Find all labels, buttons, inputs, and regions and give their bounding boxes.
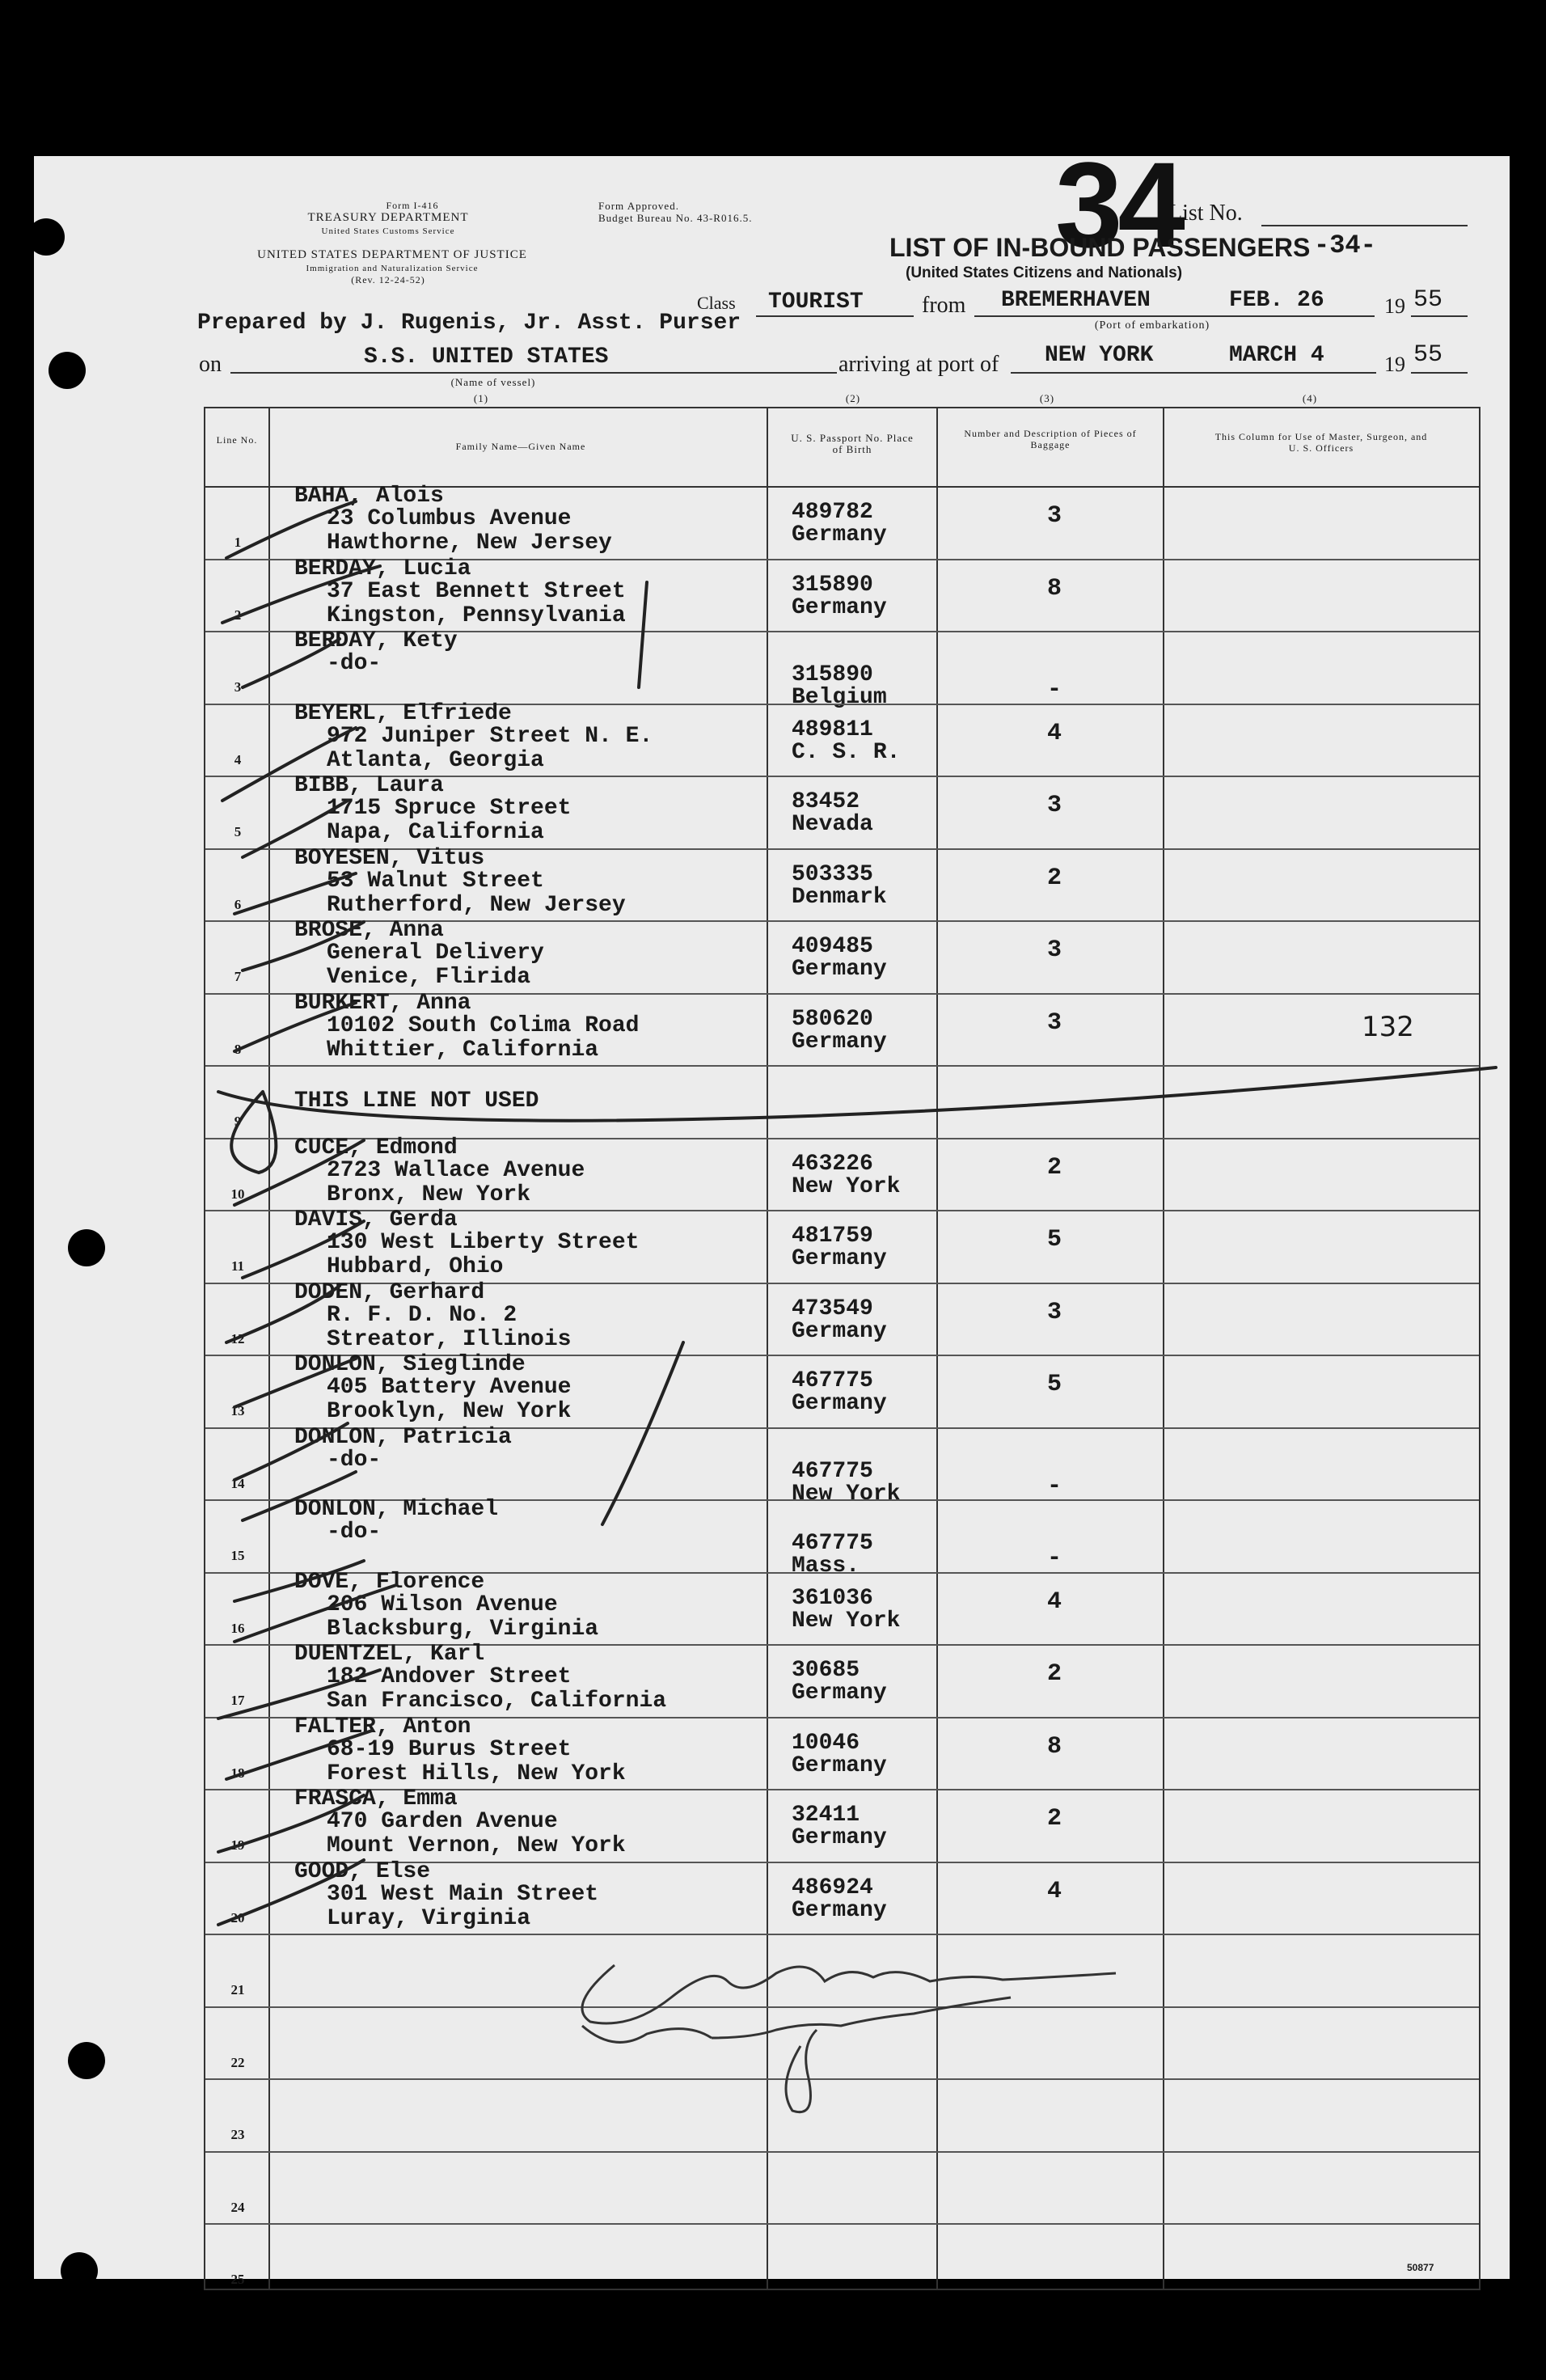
address-line-1: -do- xyxy=(327,651,382,676)
passenger-name: BERDAY, Lucia xyxy=(294,556,471,581)
baggage-count: 2 xyxy=(1046,1805,1062,1833)
line-number: 24 xyxy=(230,2199,245,2215)
place-of-birth: New York xyxy=(792,1608,901,1634)
line-number: 14 xyxy=(230,1475,245,1491)
place-of-birth: Mass. xyxy=(792,1554,860,1579)
baggage-count: 2 xyxy=(1046,1153,1062,1182)
line-number: 16 xyxy=(230,1620,245,1636)
row-divider xyxy=(205,2223,1479,2225)
address-line-2: Blacksburg, Virginia xyxy=(327,1616,599,1642)
address-line-2: San Francisco, California xyxy=(327,1689,667,1714)
class-value: TOURIST xyxy=(768,290,864,315)
passenger-name: DUENTZEL, Karl xyxy=(294,1642,485,1667)
vessel-name: S.S. UNITED STATES xyxy=(364,345,609,370)
passport-number: 481759 xyxy=(792,1224,873,1249)
embark-port: BREMERHAVEN xyxy=(1001,288,1151,313)
passenger-table xyxy=(204,407,1481,2290)
passenger-name: BOYESEN, Vitus xyxy=(294,845,485,871)
baggage-count: 8 xyxy=(1046,1732,1062,1761)
place-of-birth: Germany xyxy=(792,1318,887,1344)
baggage-count: - xyxy=(1046,676,1062,704)
class-label: Class xyxy=(697,293,736,313)
line-number: 20 xyxy=(230,1909,245,1926)
arrival-year-prefix: 19 xyxy=(1384,353,1405,376)
passport-number: 489782 xyxy=(792,500,873,525)
passenger-name: GOOD, Else xyxy=(294,1858,431,1884)
line-number: 2 xyxy=(234,607,242,623)
line-number: 11 xyxy=(230,1258,245,1274)
line-number: 7 xyxy=(234,969,242,984)
place-of-birth: Germany xyxy=(792,594,887,620)
passenger-name: DODEN, Gerhard xyxy=(294,1279,485,1305)
address-line-2: Luray, Virginia xyxy=(327,1905,531,1931)
col-header-officers: This Column for Use of Master, Surgeon, and U. S. Officers xyxy=(1214,431,1428,454)
passport-number: 315890 xyxy=(792,572,873,598)
place-of-birth: Germany xyxy=(792,522,887,547)
baggage-count: 3 xyxy=(1046,1008,1062,1037)
address-line-1: 182 Andover Street xyxy=(327,1664,572,1689)
address-line-1: 68-19 Burus Street xyxy=(327,1736,572,1762)
passenger-name: FALTER, Anton xyxy=(294,1714,471,1740)
baggage-count: 3 xyxy=(1046,502,1062,530)
passport-number: 30685 xyxy=(792,1658,860,1683)
address-line-1: 1715 Spruce Street xyxy=(327,796,572,821)
baggage-count: 4 xyxy=(1046,719,1062,747)
passport-number: 489811 xyxy=(792,717,873,742)
address-line-1: 130 West Liberty Street xyxy=(327,1230,640,1255)
punch-hole xyxy=(68,1229,105,1266)
punch-hole xyxy=(61,2252,98,2289)
line-number: 13 xyxy=(230,1403,245,1418)
address-line-1: General Delivery xyxy=(327,941,544,966)
line-number: 17 xyxy=(230,1693,245,1708)
place-of-birth: Germany xyxy=(792,1752,887,1778)
baggage-count: 5 xyxy=(1046,1226,1062,1253)
address-line-2: Hubbard, Ohio xyxy=(327,1254,504,1279)
baggage-count: - xyxy=(1046,1472,1062,1500)
baggage-count: 2 xyxy=(1046,864,1062,892)
port-embark-caption: (Port of embarkation) xyxy=(1094,319,1210,332)
baggage-count: 2 xyxy=(1046,1660,1062,1688)
passenger-name: CUCE, Edmond xyxy=(294,1135,458,1160)
treasury-dept: TREASURY DEPARTMENT xyxy=(307,211,469,224)
officer-note: 132 xyxy=(1362,1010,1414,1043)
list-title-number: -34- xyxy=(1314,230,1376,260)
address-line-2: Mount Vernon, New York xyxy=(327,1833,626,1858)
vessel-caption: (Name of vessel) xyxy=(450,376,536,388)
punch-hole xyxy=(68,2042,105,2079)
line-number: 6 xyxy=(234,896,242,912)
arriving-label: arriving at port of xyxy=(838,352,999,377)
form-number: Form I-416 xyxy=(386,200,439,211)
address-line-1: 53 Walnut Street xyxy=(327,868,544,894)
address-line-1: 23 Columbus Avenue xyxy=(327,506,572,531)
form-approved: Form Approved. xyxy=(598,200,679,212)
baggage-count: 3 xyxy=(1046,936,1062,964)
address-line-2: Whittier, California xyxy=(327,1037,599,1063)
row-divider xyxy=(205,2078,1479,2080)
place-of-birth: C. S. R. xyxy=(792,739,901,765)
line-number: 15 xyxy=(230,1548,245,1563)
prepared-by: Prepared by J. Rugenis, Jr. Asst. Purser xyxy=(197,311,741,336)
address-line-1: 301 West Main Street xyxy=(327,1881,599,1907)
row-divider xyxy=(205,1934,1479,1935)
address-line-2: Napa, California xyxy=(327,820,544,845)
address-line-2: Bronx, New York xyxy=(327,1182,531,1207)
passenger-name: DONLON, Patricia xyxy=(294,1424,512,1450)
passenger-name: BAHA, Alois xyxy=(294,484,444,509)
passenger-name: BIBB, Laura xyxy=(294,773,444,798)
list-no-label: List No. xyxy=(1168,201,1243,226)
address-line-1: -do- xyxy=(327,1520,382,1545)
passport-number: 473549 xyxy=(792,1296,873,1321)
address-line-1: 2723 Wallace Avenue xyxy=(327,1157,585,1183)
passport-number: 361036 xyxy=(792,1585,873,1611)
line-number: 8 xyxy=(234,1041,242,1057)
from-label: from xyxy=(922,293,966,318)
budget-bureau: Budget Bureau No. 43-R016.5. xyxy=(598,212,753,224)
address-line-1: 37 East Bennett Street xyxy=(327,578,626,604)
line-number: 23 xyxy=(230,2127,245,2142)
line-number: 18 xyxy=(230,1765,245,1781)
place-of-birth: Germany xyxy=(792,1680,887,1706)
passport-number: 486924 xyxy=(792,1875,873,1900)
line-number: 21 xyxy=(230,1982,245,1997)
col-index-4: (4) xyxy=(1302,392,1318,404)
line-number: 3 xyxy=(234,679,242,695)
arrival-year: 55 xyxy=(1413,341,1443,369)
list-subtitle: (United States Citizens and Nationals) xyxy=(906,264,1183,281)
address-line-1: 405 Battery Avenue xyxy=(327,1375,572,1400)
line-number: 5 xyxy=(234,824,242,839)
form-code: 50877 xyxy=(1407,2262,1434,2273)
passenger-name: BERDAY, Kety xyxy=(294,628,458,653)
passport-number: 463226 xyxy=(792,1151,873,1177)
address-line-1: 206 Wilson Avenue xyxy=(327,1592,558,1617)
place-of-birth: Germany xyxy=(792,1391,887,1416)
baggage-count: 5 xyxy=(1046,1371,1062,1398)
customs-service: United States Customs Service xyxy=(321,226,455,236)
address-line-2: Rutherford, New Jersey xyxy=(327,892,626,918)
address-line-1: 470 Garden Avenue xyxy=(327,1809,558,1834)
line-number: 25 xyxy=(230,2272,245,2287)
baggage-count: 8 xyxy=(1046,574,1062,602)
passport-number: 32411 xyxy=(792,1803,860,1828)
line-number: 22 xyxy=(230,2054,245,2070)
col-header-line: Line No. xyxy=(216,434,258,446)
embark-date: FEB. 26 xyxy=(1229,288,1324,313)
place-of-birth: Nevada xyxy=(792,812,873,837)
passenger-name: DAVIS, Gerda xyxy=(294,1207,458,1232)
address-line-2: Brooklyn, New York xyxy=(327,1399,572,1424)
col-index-1: (1) xyxy=(473,392,489,404)
baggage-count: 3 xyxy=(1046,792,1062,819)
address-line-2: Hawthorne, New Jersey xyxy=(327,531,612,556)
col-index-3: (3) xyxy=(1039,392,1055,404)
place-of-birth: New York xyxy=(792,1173,901,1199)
line-number: 1 xyxy=(234,535,242,550)
passenger-name: BEYERL, Elfriede xyxy=(294,700,512,726)
stamp-number: 34 xyxy=(1055,137,1181,273)
baggage-count: - xyxy=(1046,1545,1062,1572)
place-of-birth: Germany xyxy=(792,1825,887,1850)
line-number: 12 xyxy=(230,1330,245,1346)
passport-number: 467775 xyxy=(792,1458,873,1484)
justice-dept: UNITED STATES DEPARTMENT OF JUSTICE xyxy=(257,248,527,261)
passenger-name: BURKERT, Anna xyxy=(294,990,471,1016)
line-number: 9 xyxy=(234,1114,242,1129)
col-index-2: (2) xyxy=(845,392,861,404)
list-title: LIST OF IN-BOUND PASSENGERS xyxy=(889,233,1311,262)
passport-number: 467775 xyxy=(792,1368,873,1393)
passport-number: 10046 xyxy=(792,1730,860,1756)
passenger-name: DONLON, Michael xyxy=(294,1497,499,1522)
passenger-name: BROSE, Anna xyxy=(294,918,444,943)
passport-number: 315890 xyxy=(792,662,873,687)
address-line-2: Forest Hills, New York xyxy=(327,1761,626,1786)
place-of-birth: Germany xyxy=(792,1897,887,1923)
place-of-birth: Germany xyxy=(792,1246,887,1271)
passenger-name: DONLON, Sieglinde xyxy=(294,1352,526,1377)
address-line-2: Venice, Flirida xyxy=(327,965,531,990)
place-of-birth: Belgium xyxy=(792,685,887,710)
place-of-birth: New York xyxy=(792,1481,901,1507)
on-label: on xyxy=(199,352,222,377)
address-line-1: R. F. D. No. 2 xyxy=(327,1302,517,1328)
embark-year-prefix: 19 xyxy=(1384,294,1405,318)
passenger-name: THIS LINE NOT USED xyxy=(294,1089,539,1114)
col-header-name: Family Name—Given Name xyxy=(455,441,586,452)
arrival-date: MARCH 4 xyxy=(1229,343,1324,368)
baggage-count: 3 xyxy=(1046,1298,1062,1326)
row-divider xyxy=(205,2151,1479,2153)
passport-number: 503335 xyxy=(792,861,873,887)
passenger-name: DOVE, Florence xyxy=(294,1569,485,1595)
col-header-baggage: Number and Description of Pieces of Baggage xyxy=(964,428,1137,450)
revision: (Rev. 12-24-52) xyxy=(351,274,425,285)
passport-number: 409485 xyxy=(792,934,873,959)
ins-service: Immigration and Naturalization Service xyxy=(306,264,479,273)
line-number: 10 xyxy=(230,1186,245,1202)
row-divider xyxy=(205,2006,1479,2008)
passport-number: 467775 xyxy=(792,1531,873,1556)
place-of-birth: Germany xyxy=(792,957,887,982)
punch-hole xyxy=(49,352,86,389)
row-divider xyxy=(205,1065,1479,1067)
arrival-port: NEW YORK xyxy=(1045,343,1154,368)
passport-number: 83452 xyxy=(792,789,860,814)
address-line-1: -do- xyxy=(327,1447,382,1473)
punch-hole xyxy=(27,218,65,256)
place-of-birth: Denmark xyxy=(792,884,887,910)
line-number: 4 xyxy=(234,751,242,767)
address-line-2: Streator, Illinois xyxy=(327,1326,572,1352)
baggage-count: 4 xyxy=(1046,1877,1062,1905)
embark-year: 55 xyxy=(1413,286,1443,314)
address-line-2: Kingston, Pennsylvania xyxy=(327,602,626,628)
address-line-1: 10102 South Colima Road xyxy=(327,1012,640,1038)
line-number: 19 xyxy=(230,1837,245,1853)
address-line-1: 972 Juniper Street N. E. xyxy=(327,723,653,749)
passport-number: 580620 xyxy=(792,1006,873,1032)
col-header-passport: U. S. Passport No. Place of Birth xyxy=(791,432,914,455)
baggage-count: 4 xyxy=(1046,1587,1062,1616)
passenger-name: FRASCA, Emma xyxy=(294,1786,458,1811)
place-of-birth: Germany xyxy=(792,1029,887,1055)
address-line-2: Atlanta, Georgia xyxy=(327,747,544,773)
